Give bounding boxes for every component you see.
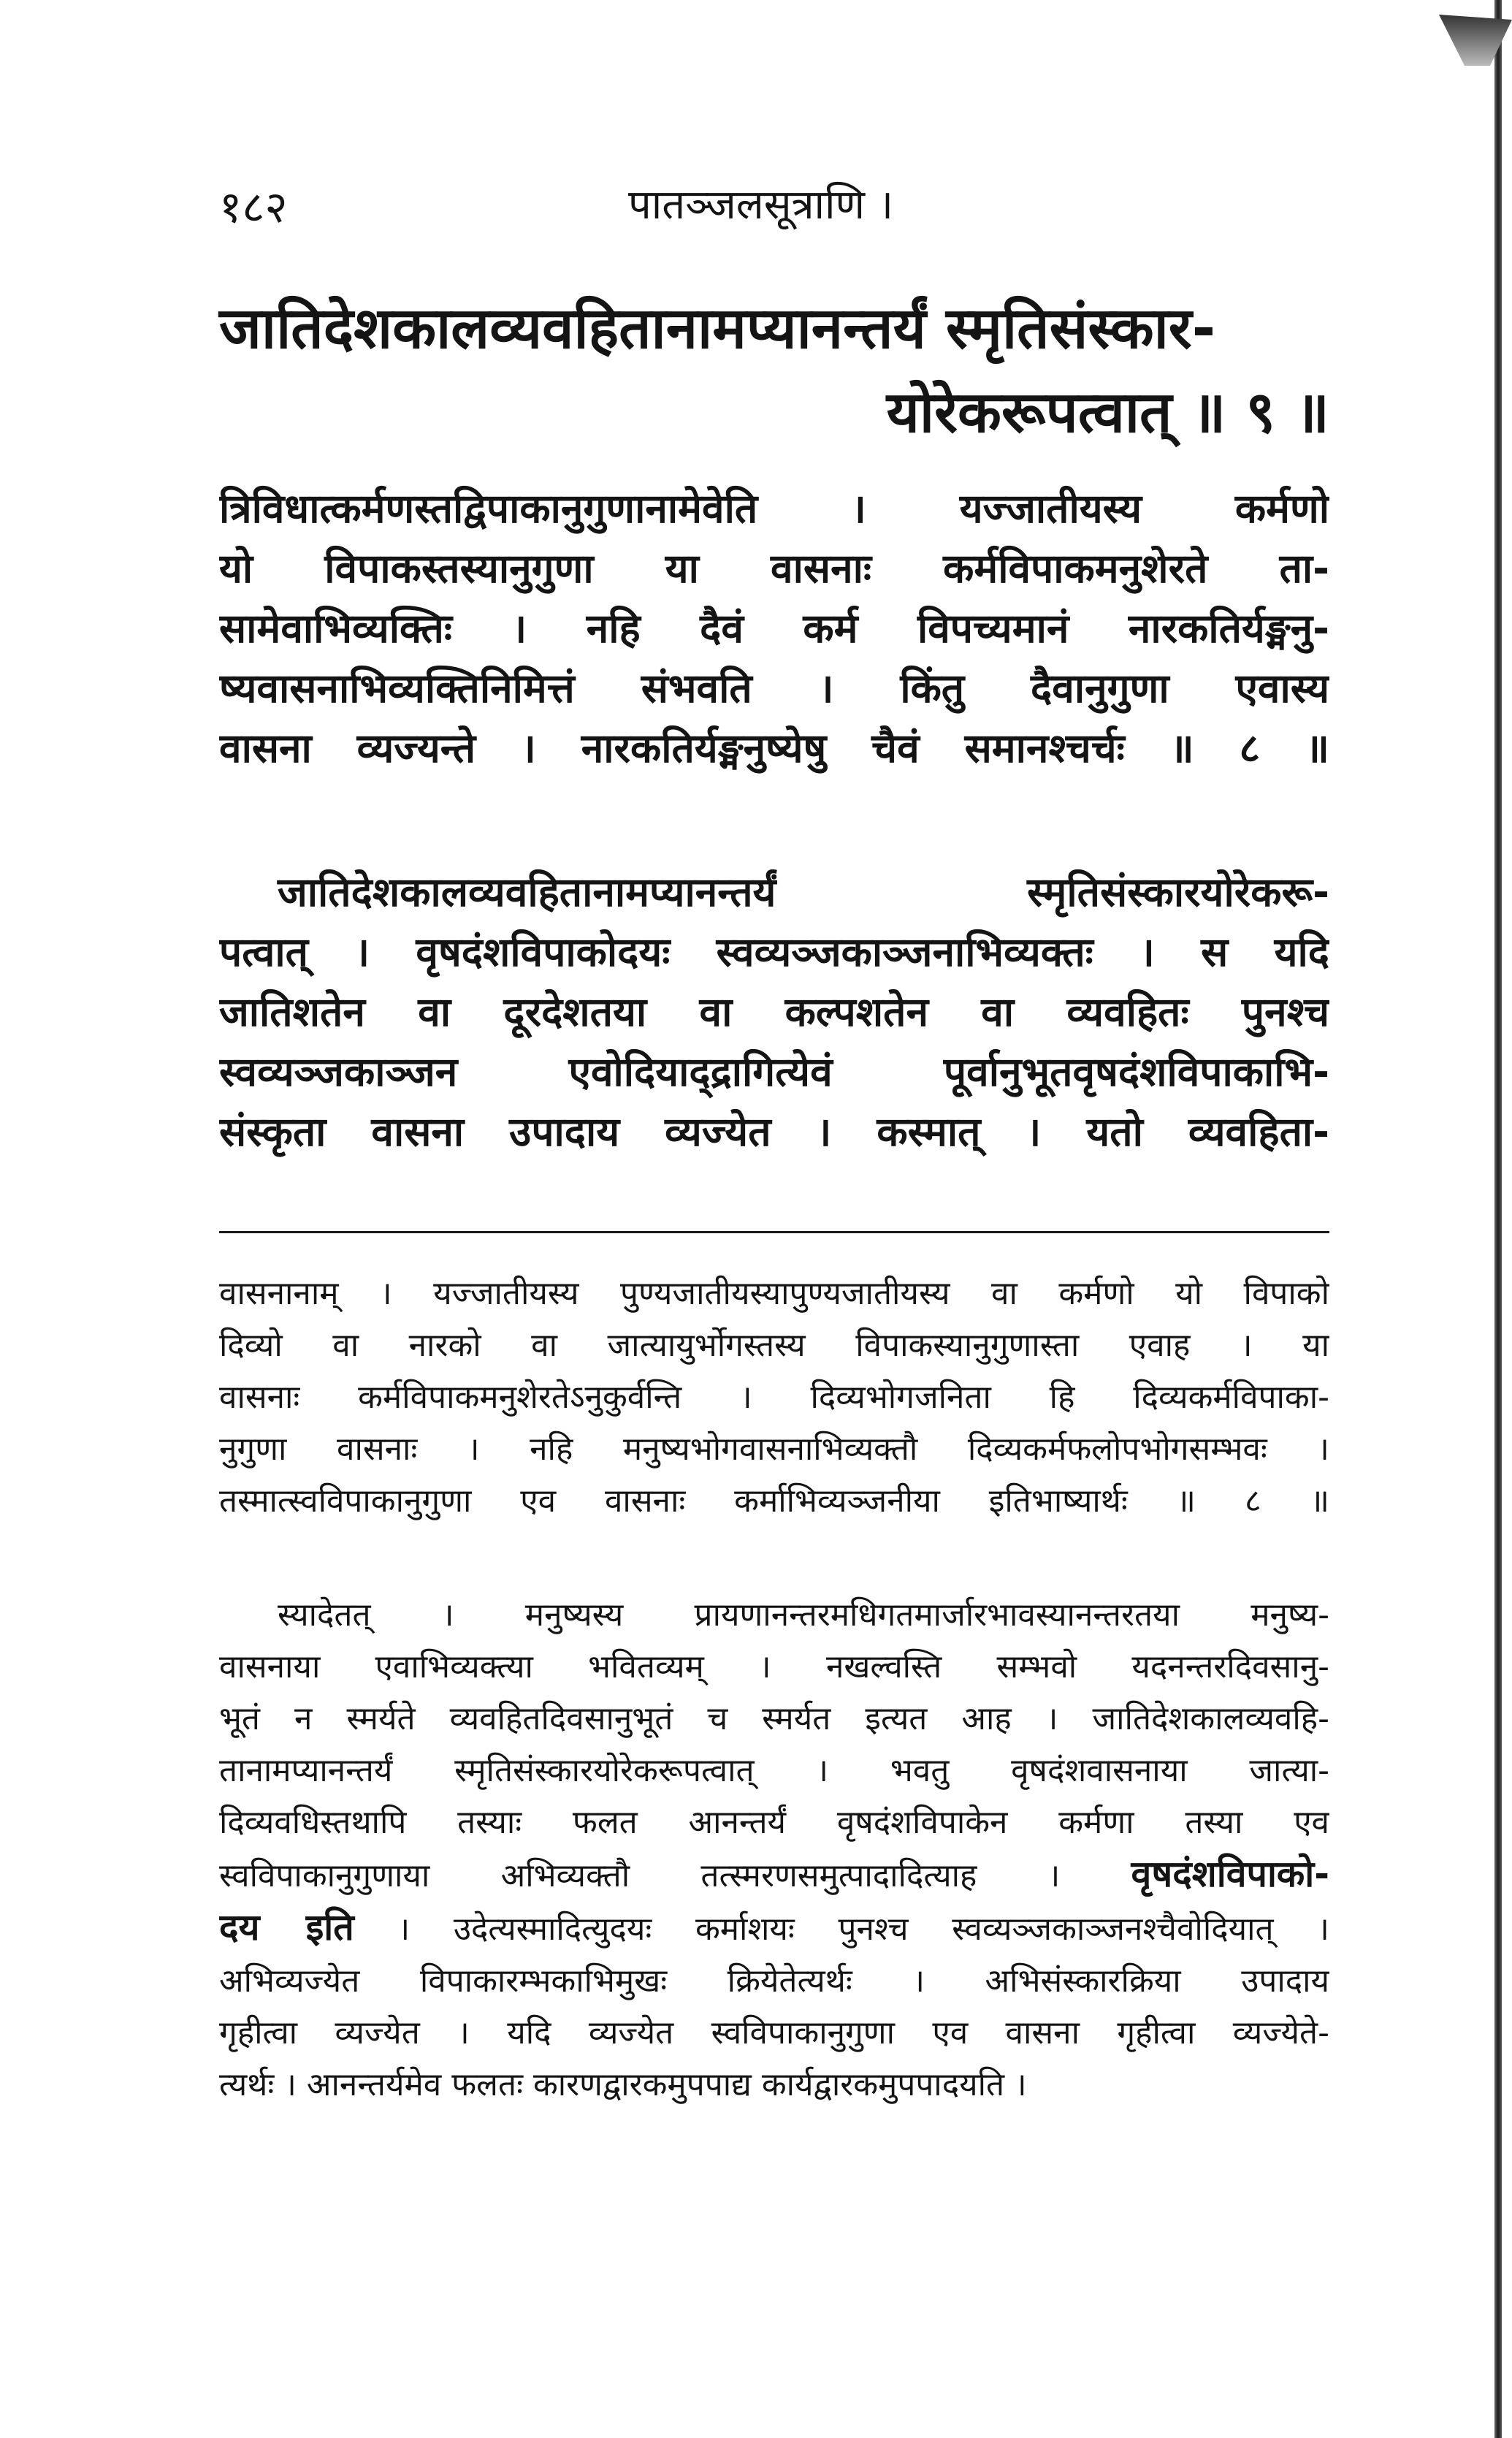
text-line [219,1902,1329,1955]
text-line: वासना व्यज्यन्ते । नारकतिर्यङ्मनुष्येषु चैवं समानश्चर्चः ॥ ८ ॥ [219,725,1329,772]
text-line: स्यादेतत् । मनुष्यस्य प्रायणानन्तरमधिगतमार्जारभावस्यानन्तरतया मनुष्य- [278,1596,1329,1634]
page-header [219,175,1329,241]
commentary-paragraph-2 [219,1589,1329,2111]
text-line: वासनाः कर्मविपाकमनुशेरतेऽनुकुर्वन्ति । दिव्यभोगजनिता हि दिव्यकर्मविपाका- [219,1379,1329,1416]
text-line: जातिशतेन वा दूरदेशतया वा कल्पशतेन वा व्यवहितः पुनश्च [219,988,1329,1035]
text-line: संस्कृता वासना उपादाय व्यज्येत । कस्मात् । यतो व्यवहिता- [219,1108,1329,1155]
text-line: वासनानाम् । यज्जातीयस्य पुण्यजातीयस्यापुण्यजातीयस्य वा कर्मणो यो विपाको [219,1275,1329,1312]
bhashya-paragraph-2 [219,862,1329,1162]
text-line: नुगुणा वासनाः । नहि मनुष्यभोगवासनाभिव्यक्तौ दिव्यकर्मफलोपभोगसम्भवः । [219,1431,1329,1468]
commentary-paragraph-1 [219,1268,1329,1527]
text-line: वासनाया एवाभिव्यक्त्या भवितव्यम् । नखल्वस्ति सम्भवो यदनन्तरदिवसानु- [219,1648,1329,1685]
text-line: स्वव्यञ्जकाञ्जन एवोदियाद्द्रागित्येवं पूर्वानुभूतवृषदंशविपाकाभि- [219,1048,1329,1095]
text-line: भूतं न स्मर्यते व्यवहितदिवसानुभूतं च स्मर्यत इत्यत आह । जातिदेशकालव्यवहि- [219,1700,1329,1737]
text-line: अभिव्यज्येत विपाकारम्भकाभिमुखः क्रियेतेत्यर्थः । अभिसंस्कारक्रिया उपादाय [219,1962,1329,2000]
text-line: ष्यवासनाभिव्यक्तिनिमित्तं संभवति । किंतु दैवानुगुणा एवास्य [219,665,1329,712]
emphasized-term: दय इति [219,1906,354,1949]
text-run: । उदेत्यस्मादित्युदयः कर्माशयः पुनश्च स्वव्यञ्जकाञ्जनश्चैवोदियात् । [397,1911,1329,1948]
text-run: स्वविपाकानुगुणाया अभिव्यक्तौ तत्स्मरणसमुत्पादादित्याह । [219,1857,1061,1894]
text-line: पत्वात् । वृषदंशविपाकोदयः स्वव्यञ्जकाञ्जनाभिव्यक्तः । स यदि [219,929,1329,975]
sutra-line-2: योरेकरूपत्वात् ॥ ९ ॥ [886,380,1329,446]
emphasized-term: वृषदंशविपाको- [1131,1853,1329,1895]
page-number: १८२ [219,182,288,233]
text-line: तस्मात्स्वविपाकानुगुणा एव वासनाः कर्माभिव्यञ्जनीया इतिभाष्यार्थः ॥ ८ ॥ [219,1482,1329,1520]
text-line: यो विपाकस्तस्यानुगुणा या वासनाः कर्मविपाकमनुशेरते ता- [219,545,1329,592]
running-title: पातञ्जलसूत्राणि । [628,181,894,229]
text-line: त्रिविधात्कर्मणस्तद्विपाकानुगुणानामेवेति । यज्जातीयस्य कर्मणो [219,485,1329,532]
bhashya-paragraph-1 [219,479,1329,778]
text-line [219,1848,1329,1902]
text-line: सामेवाभिव्यक्तिः । नहि दैवं कर्म विपच्यमानं नारकतिर्यङ्मनु- [219,605,1329,652]
section-divider [219,1231,1329,1233]
text-line: त्यर्थः । आनन्तर्यमेव फलतः कारणद्वारकमुपपाद्य कार्यद्वारकमुपपादयति । [219,2066,1027,2103]
text-line: तानामप्यानन्तर्यं स्मृतिसंस्कारयोरेकरूपत्वात् । भवतु वृषदंशवासनाया जात्या- [219,1752,1329,1789]
text-line: दिव्यो वा नारको वा जात्यायुर्भोगस्तस्य विपाकस्यानुगुणास्ता एवाह । या [219,1327,1329,1364]
sutra-line-1: जातिदेशकालव्यवहितानामप्यानन्तर्यं स्मृतिसंस्कार- [219,296,1216,362]
text-line: गृहीत्वा व्यज्येत । यदि व्यज्येत स्वविपाकानुगुणा एव वासना गृहीत्वा व्यज्येते- [219,2014,1329,2052]
text-line: दिव्यवधिस्तथापि तस्याः फलत आनन्तर्यं वृषदंशविपाकेन कर्मणा तस्या एव [219,1804,1329,1841]
scan-page-edge [1494,0,1502,2438]
text-line: जातिदेशकालव्यवहितानामप्यानन्तर्यं स्मृतिसंस्कारयोरेकरू- [278,869,1329,915]
